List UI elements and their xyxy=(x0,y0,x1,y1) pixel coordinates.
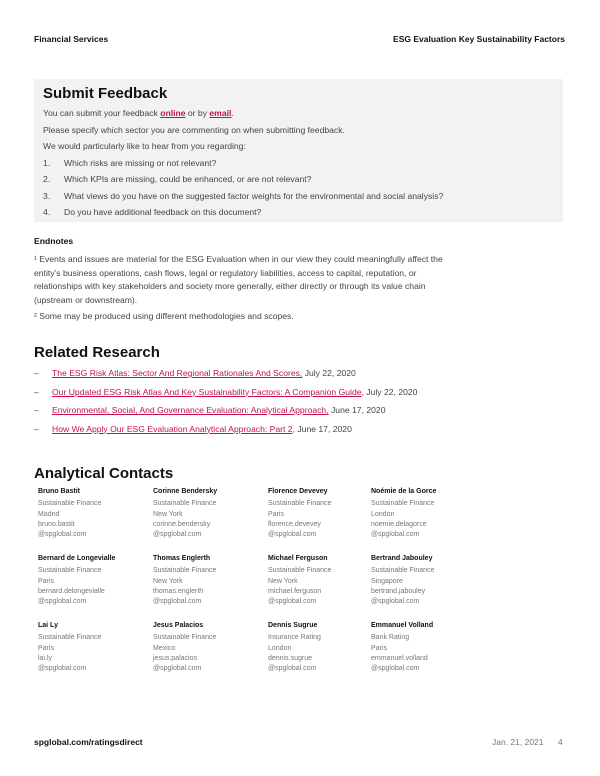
contact-email-user[interactable]: noemie.delagorce xyxy=(371,521,427,528)
contact-email-domain[interactable]: @spglobal.com xyxy=(153,664,202,672)
related-item xyxy=(34,387,434,399)
contact-city: Singapore xyxy=(371,577,403,585)
related-link[interactable]: The ESG Risk Atlas: Sector And Regional Rationales And Scores, xyxy=(52,368,303,378)
footer-date: Jan. 21, 2021 xyxy=(492,737,544,747)
endnote: ¹ Events and issues are material for the ESG Evaluation when in our view they could meaningfully affect the entity’s business operations, cash flows, legal or regulatory liabilities, access to capital, reputation, or relationships with key stakeholders and society more generally, either directly or through its value chain (upstream or downstream). xyxy=(34,254,443,305)
feedback-intro-mid: or by xyxy=(185,108,210,118)
related-date: June 17, 2020 xyxy=(328,405,386,415)
contact-city: New York xyxy=(268,577,298,585)
contact-card xyxy=(268,488,371,555)
contact-email-domain[interactable]: @spglobal.com xyxy=(371,530,420,538)
contact-email-domain[interactable]: @spglobal.com xyxy=(268,597,317,605)
feedback-questions xyxy=(43,157,555,223)
related-research-title: Related Research xyxy=(34,344,160,361)
feedback-intro-post: . xyxy=(231,108,234,118)
contact-email-domain[interactable]: @spglobal.com xyxy=(371,664,420,672)
contact-city: New York xyxy=(153,510,183,518)
contact-card xyxy=(153,622,268,689)
contact-name: Bernard de Longevialle xyxy=(38,555,116,562)
contact-card xyxy=(371,622,486,689)
contact-name: Emmanuel Volland xyxy=(371,622,434,629)
question-number: 1. xyxy=(43,157,51,168)
dash-bullet: – xyxy=(34,386,39,397)
related-item xyxy=(34,368,434,380)
contact-name: Bertrand Jabouley xyxy=(371,555,433,562)
contact-email-user[interactable]: emmanuel.volland xyxy=(371,655,428,662)
contact-city: Paris xyxy=(268,510,284,518)
related-item xyxy=(34,424,434,436)
header-section-label: Financial Services xyxy=(34,34,109,44)
contact-card xyxy=(268,555,371,622)
contact-name: Jesus Palacios xyxy=(153,622,204,629)
contacts-grid xyxy=(34,488,574,689)
contact-email-user[interactable]: bertrand.jabouley xyxy=(371,588,426,595)
dash-bullet: – xyxy=(34,405,39,415)
contact-card xyxy=(371,555,486,622)
contact-city: Paris xyxy=(38,577,54,585)
contact-name: Noémie de la Gorce xyxy=(371,488,437,495)
feedback-title: Submit Feedback xyxy=(43,85,168,102)
contact-city: London xyxy=(371,510,395,518)
contact-department: Sustainable Finance xyxy=(153,634,217,641)
contact-city: Paris xyxy=(38,644,54,652)
contact-department: Sustainable Finance xyxy=(371,567,435,574)
contact-department: Sustainable Finance xyxy=(268,567,332,574)
contact-card xyxy=(268,622,371,689)
contact-department: Sustainable Finance xyxy=(38,500,102,507)
header-document-title: ESG Evaluation Key Sustainability Factors xyxy=(393,34,565,44)
contact-card xyxy=(153,555,268,622)
footer-site-link[interactable]: spglobal.com/ratingsdirect xyxy=(34,737,143,747)
contact-department: Sustainable Finance xyxy=(38,634,102,641)
contact-city: New York xyxy=(153,577,183,585)
feedback-question xyxy=(43,173,555,190)
contact-department: Bank Rating xyxy=(371,634,410,641)
feedback-intro xyxy=(43,107,555,124)
feedback-question xyxy=(43,157,555,174)
contact-card xyxy=(371,488,486,555)
contact-city: Madrid xyxy=(38,510,60,518)
contact-email-user[interactable]: lai.ly xyxy=(38,655,53,662)
contact-department: Sustainable Finance xyxy=(38,567,102,574)
question-text: What views do you have on the suggested factor weights for the environmental and social analysis? xyxy=(64,190,444,201)
contact-name: Dennis Sugrue xyxy=(268,622,318,629)
question-number: 4. xyxy=(43,207,51,217)
contact-name: Florence Devevey xyxy=(268,488,328,495)
question-text: Do you have additional feedback on this document? xyxy=(64,207,262,217)
related-link[interactable]: Environmental, Social, And Governance Evaluation: Analytical Approach, xyxy=(52,405,329,415)
contact-name: Bruno Bastit xyxy=(38,488,80,495)
contact-department: Sustainable Finance xyxy=(268,500,332,507)
related-date: July 22, 2020 xyxy=(363,386,418,397)
analytical-contacts-section xyxy=(34,465,574,689)
related-item xyxy=(34,405,434,417)
contact-city: Paris xyxy=(371,644,387,652)
contacts-title: Analytical Contacts xyxy=(34,465,174,482)
contact-email-user[interactable]: corinne.bendersky xyxy=(153,521,211,528)
question-text: Which KPIs are missing, could be enhanced, or are not relevant? xyxy=(64,174,312,184)
contact-email-domain[interactable]: @spglobal.com xyxy=(371,597,420,605)
contact-card xyxy=(38,488,153,555)
feedback-sector-note: Please specify which sector you are commenting on when submitting feedback. xyxy=(43,124,345,135)
related-date: July 22, 2020 xyxy=(302,368,356,378)
contact-email-domain[interactable]: @spglobal.com xyxy=(268,530,317,538)
feedback-question xyxy=(43,206,555,223)
contact-email-domain[interactable]: @spglobal.com xyxy=(153,597,202,605)
endnotes-title: Endnotes xyxy=(34,236,74,246)
related-link[interactable]: Our Updated ESG Risk Atlas And Key Sustainability Factors: A Companion Guide, xyxy=(52,386,364,397)
contact-department: Insurance Rating xyxy=(268,634,321,641)
contact-email-domain[interactable]: @spglobal.com xyxy=(38,597,87,605)
page-number: 4 xyxy=(558,737,563,747)
contact-email-user[interactable]: bruno.bastit xyxy=(38,521,75,528)
dash-bullet: – xyxy=(34,368,39,378)
contact-email-domain[interactable]: @spglobal.com xyxy=(38,530,87,538)
question-text: Which risks are missing or not relevant? xyxy=(64,157,217,168)
related-research-section xyxy=(34,344,434,442)
dash-bullet: – xyxy=(34,423,39,434)
contact-card xyxy=(38,555,153,622)
endnote: ² Some may be produced using different methodologies and scopes. xyxy=(34,311,294,322)
feedback-question xyxy=(43,190,555,207)
endnotes-section xyxy=(34,236,464,327)
contact-card xyxy=(153,488,268,555)
feedback-regarding: We would particularly like to hear from you regarding: xyxy=(43,141,246,151)
contact-department: Sustainable Finance xyxy=(153,567,217,574)
contact-city: Mexico xyxy=(153,644,176,652)
contact-email-user[interactable]: thomas.englerth xyxy=(153,588,204,595)
contact-name: Lai Ly xyxy=(38,622,58,629)
feedback-intro-pre: You can submit your feedback xyxy=(43,108,161,118)
contact-city: London xyxy=(268,644,292,652)
contact-email-domain[interactable]: @spglobal.com xyxy=(268,664,317,672)
contact-email-domain[interactable]: @spglobal.com xyxy=(38,664,87,672)
contact-name: Michael Ferguson xyxy=(268,555,328,562)
contact-name: Thomas Englerth xyxy=(153,555,211,562)
contact-email-user[interactable]: bernard.delongevialle xyxy=(38,588,105,595)
question-number: 3. xyxy=(43,190,51,201)
contact-name: Corinne Bendersky xyxy=(153,488,218,495)
related-date: June 17, 2020 xyxy=(294,423,352,434)
contact-card xyxy=(38,622,153,689)
contact-email-user[interactable]: jesus.palacios xyxy=(153,655,197,662)
contact-email-user[interactable]: florence.devevey xyxy=(268,521,321,528)
related-link[interactable]: How We Apply Our ESG Evaluation Analytical Approach: Part 2, xyxy=(52,423,295,434)
contact-department: Sustainable Finance xyxy=(371,500,435,507)
contact-department: Sustainable Finance xyxy=(153,500,217,507)
contact-email-domain[interactable]: @spglobal.com xyxy=(153,530,202,538)
submit-feedback-box xyxy=(34,79,563,222)
contact-email-user[interactable]: michael.ferguson xyxy=(268,588,322,595)
question-number: 2. xyxy=(43,174,51,184)
contact-email-user[interactable]: dennis.sugrue xyxy=(268,655,312,662)
online-link[interactable]: online xyxy=(160,108,186,118)
email-link[interactable]: email xyxy=(209,108,232,118)
